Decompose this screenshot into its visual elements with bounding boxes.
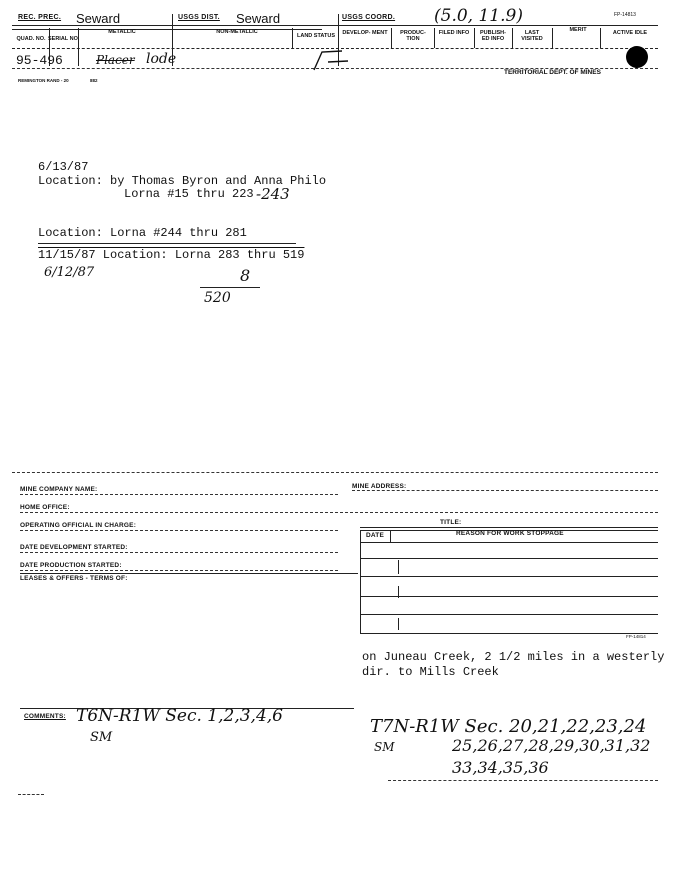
- serial-value-struck: Placer: [96, 53, 135, 67]
- note-line-1: Location: by Thomas Byron and Anna Philo: [38, 174, 327, 188]
- serial-label: SERIAL NO.: [48, 36, 80, 42]
- note-date: 6/13/87: [38, 160, 89, 174]
- usgs-coord-value: (5.0, 11.9): [434, 6, 523, 26]
- active-dot: [626, 46, 648, 68]
- hand-num-2: 520: [204, 290, 231, 306]
- land-status-label: LAND STATUS: [297, 33, 335, 39]
- date-dev-label: DATE DEVELOPMENT STARTED:: [20, 544, 128, 551]
- right-hand-3: 33,34,35,36: [452, 758, 549, 777]
- dept-label: TERRITORIAL DEPT. OF MINES: [504, 69, 601, 76]
- serial-value: lode: [146, 51, 177, 67]
- right-hand-2: 25,26,27,28,29,30,31,32: [452, 736, 651, 755]
- usgs-coord-label: USGS COORD.: [342, 14, 396, 21]
- comments-hand: T6N-R1W Sec. 1,2,3,4,6: [76, 706, 283, 726]
- quad-value: 95-496: [16, 53, 63, 68]
- leases-label: LEASES & OFFERS - TERMS OF:: [20, 575, 128, 582]
- date-prod-label: DATE PRODUCTION STARTED:: [20, 562, 122, 569]
- hand-num-1: 8: [240, 266, 251, 285]
- filed-info-label: FILED INFO: [438, 30, 470, 36]
- usgs-dist-value: Seward: [236, 11, 281, 26]
- published-info-label: PUBLISH- ED INFO: [480, 30, 506, 42]
- non-metallic-label: NON-METALLIC: [216, 29, 258, 35]
- location-text-1: on Juneau Creek, 2 1/2 miles in a westerly: [362, 650, 665, 664]
- active-idle-label: ACTIVE IDLE: [612, 30, 648, 36]
- rec-prec-value: Seward: [76, 11, 121, 26]
- printer-code: 882: [90, 78, 98, 83]
- mine-company-label: MINE COMPANY NAME:: [20, 486, 98, 493]
- merit-label: MERIT: [569, 27, 587, 33]
- mine-address-label: MINE ADDRESS:: [352, 483, 407, 490]
- comments-label: COMMENTS:: [24, 713, 66, 720]
- title-label: TITLE:: [440, 519, 462, 526]
- form-number-2: FP-14814: [626, 634, 646, 639]
- printer-label: REMINGTON RAND - 20: [18, 78, 69, 83]
- operating-official-label: OPERATING OFFICIAL IN CHARGE:: [20, 522, 137, 529]
- right-hand-1: T7N-R1W Sec. 20,21,22,23,24: [370, 716, 647, 737]
- production-label: PRODUC- TION: [400, 30, 426, 42]
- development-label: DEVELOP- MENT: [342, 30, 388, 36]
- right-hand-sm: SM: [374, 740, 395, 754]
- rec-prec-label: REC. PREC.: [18, 14, 62, 21]
- location-text-2: dir. to Mills Creek: [362, 665, 499, 679]
- reason-label: REASON FOR WORK STOPPAGE: [456, 530, 564, 537]
- hand-date: 6/12/87: [44, 265, 95, 280]
- form-number: FP-14813: [614, 12, 636, 18]
- home-office-label: HOME OFFICE:: [20, 504, 70, 511]
- note-line-4: 11/15/87 Location: Lorna 283 thru 519: [38, 248, 305, 262]
- date-label: DATE: [366, 532, 385, 539]
- note-line-2-hand: -243: [256, 185, 290, 203]
- note-line-2: Lorna #15 thru 223: [124, 187, 254, 201]
- quad-label: QUAD. NO.: [16, 36, 46, 42]
- metallic-label: METALLIC: [108, 29, 136, 35]
- last-visited-label: LAST VISITED: [521, 30, 543, 42]
- note-line-3: Location: Lorna #244 thru 281: [38, 226, 247, 240]
- usgs-dist-label: USGS DIST.: [178, 14, 220, 21]
- comments-hand-2: SM: [90, 730, 113, 745]
